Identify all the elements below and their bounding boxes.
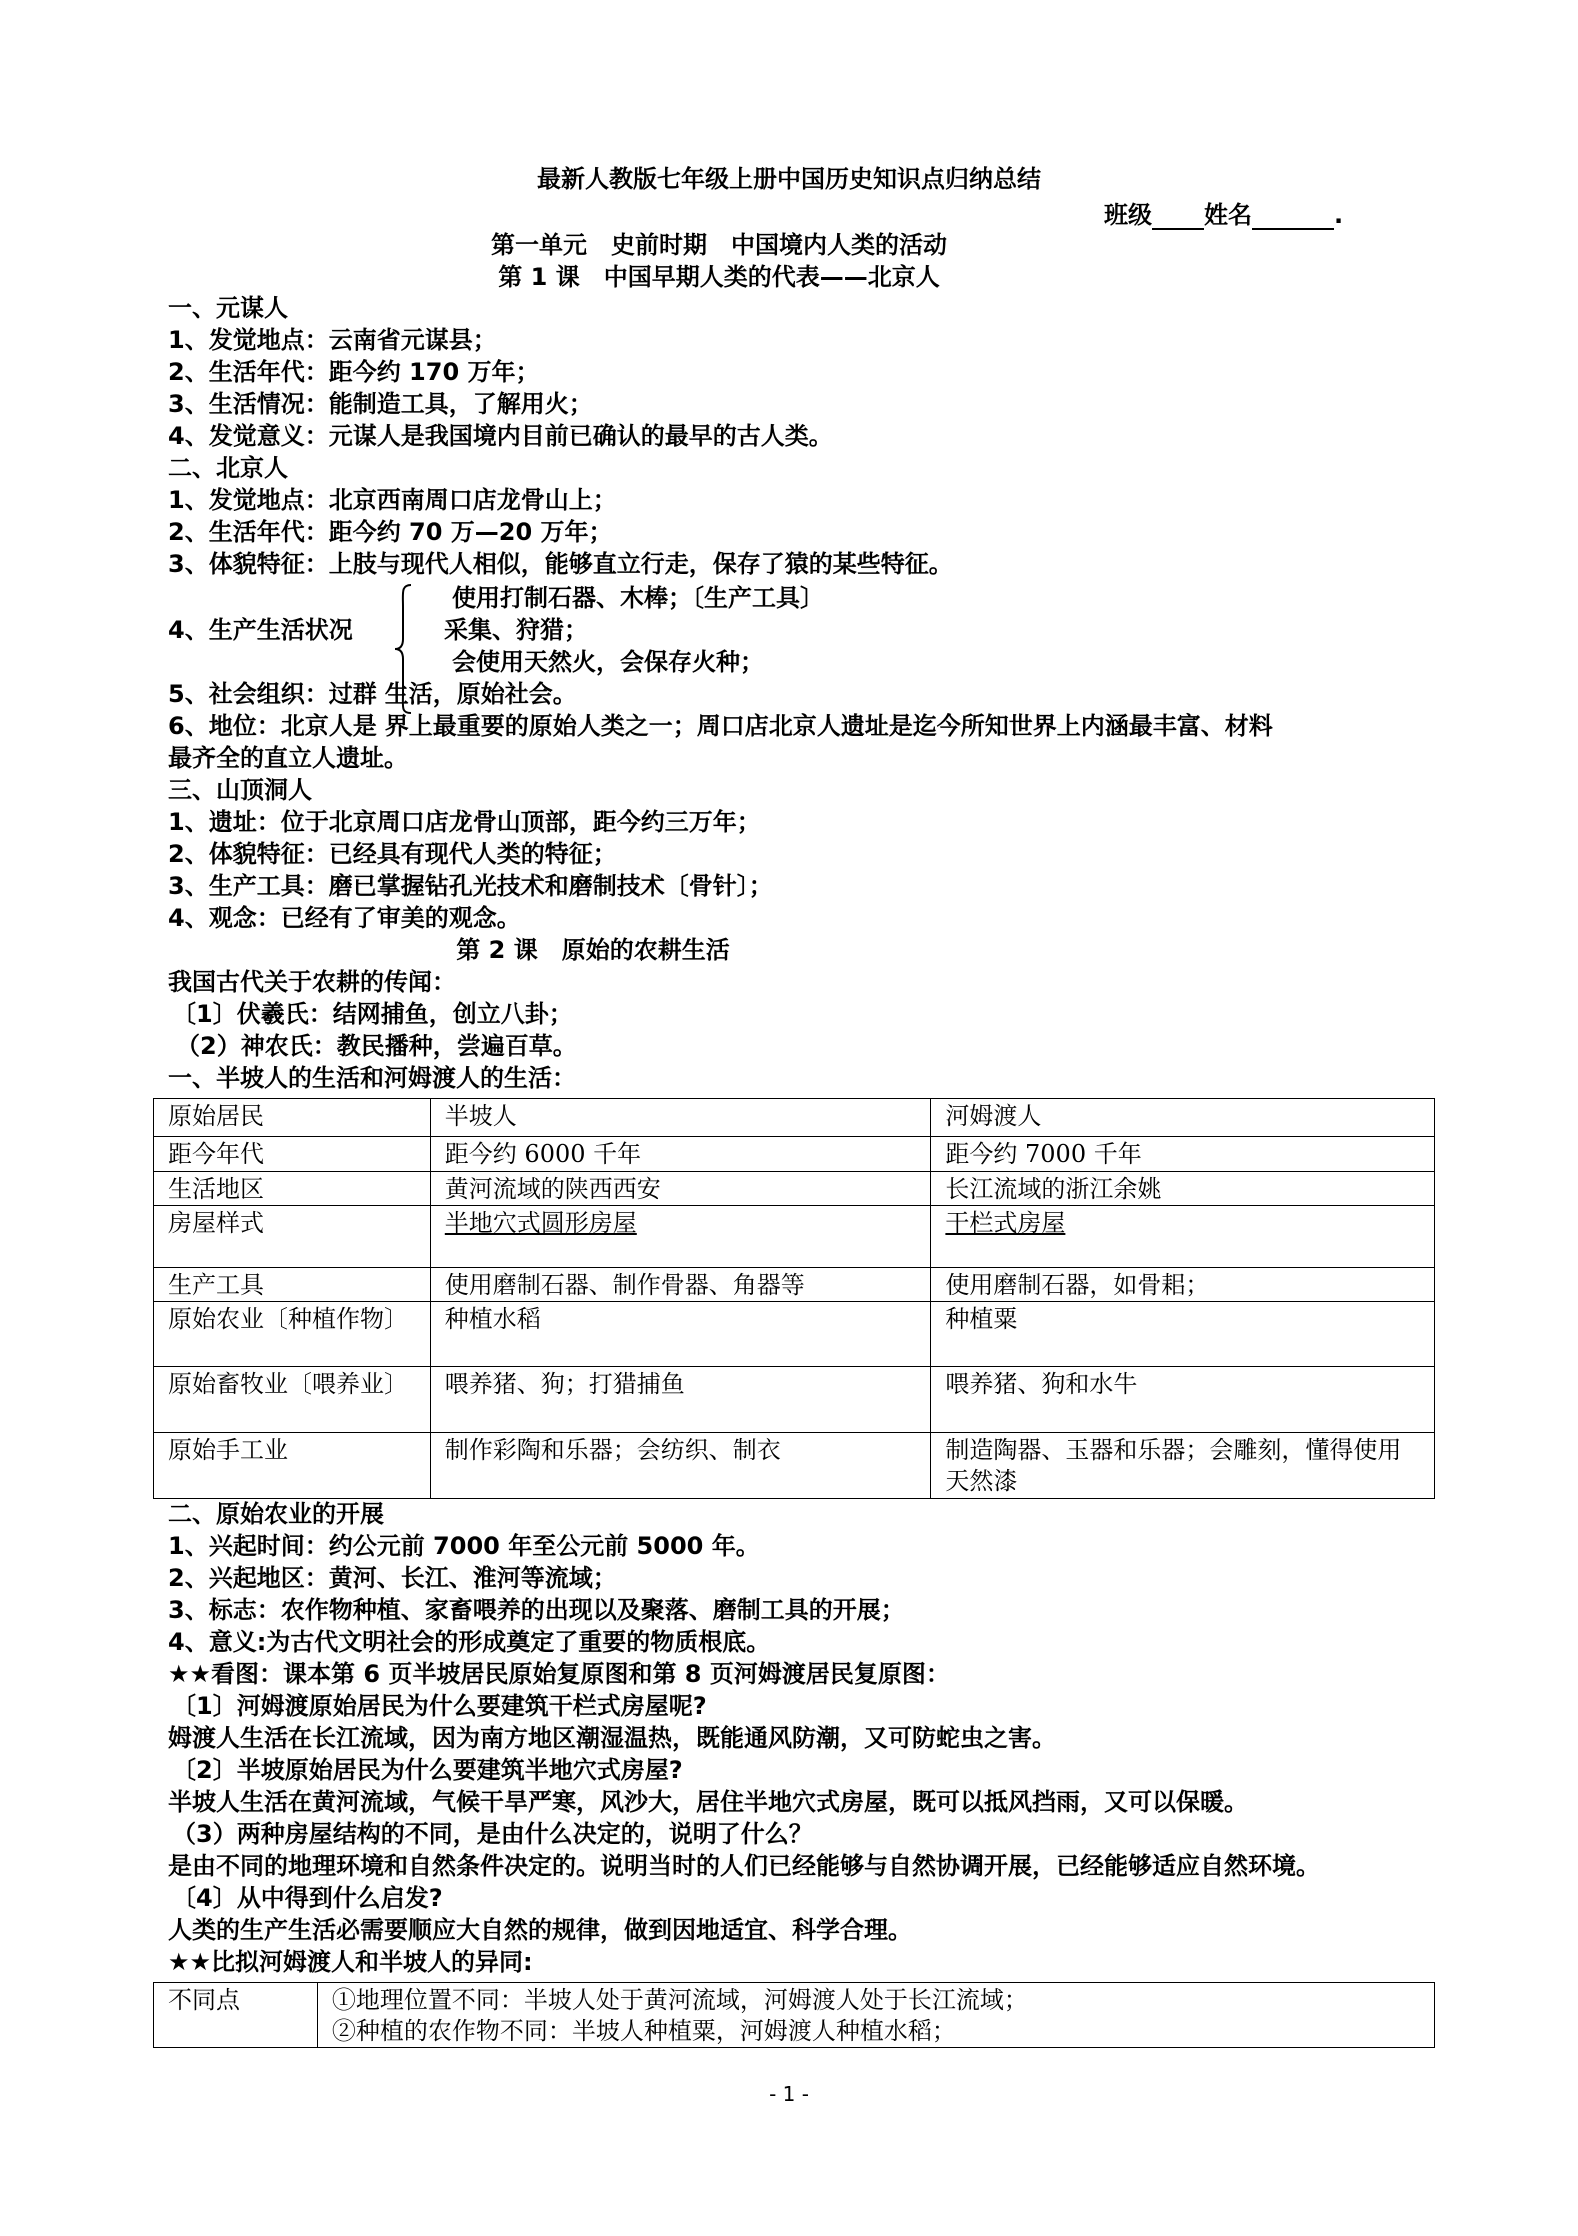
beijing-life-b: 采集、狩猎； <box>444 616 588 644</box>
table-cell: 生活地区 <box>154 1172 431 1206</box>
table-header-cell: 半坡人 <box>430 1099 931 1137</box>
beijing-life-a: 使用打制石器、木棒；〔生产工具〕 <box>452 584 824 612</box>
table-row <box>154 1268 1435 1302</box>
table-cell: 生产工具 <box>154 1268 431 1302</box>
table-cell: 喂养猪、狗和水牛 <box>931 1367 1435 1433</box>
table-cell: 原始畜牧业〔喂养业〕 <box>154 1367 431 1433</box>
table-row <box>154 1172 1435 1206</box>
table-header-cell: 河姆渡人 <box>931 1099 1435 1137</box>
legend-2: （2）神农氏：教民播种，尝遍百草。 <box>176 1032 577 1060</box>
table-row <box>154 1983 1435 2048</box>
table-cell: 长江流域的浙江余姚 <box>931 1172 1435 1206</box>
beijing-line-6-cont: 最齐全的直立人遗址。 <box>168 744 408 772</box>
difference-item: ①地理位置不同：半坡人处于黄河流域，河姆渡人处于长江流域； <box>331 1986 1028 2014</box>
beijing-line-6-tail: 界上最重要的原始人类之一；周口店北京人遗址是迄今所知世界上内涵最丰富、材料 <box>384 712 1273 740</box>
table-cell: 制作彩陶和乐器；会纺织、制衣 <box>430 1433 931 1499</box>
table-row <box>154 1206 1435 1268</box>
table-cell: 原始农业〔种植作物〕 <box>154 1302 431 1367</box>
beijing-line-6 <box>168 711 1273 741</box>
question-2: 〔2〕半坡原始居民为什么要建筑半地穴式房屋? <box>172 1756 683 1784</box>
yuanmou-line-1: 1、发觉地点：云南省元谋县； <box>168 326 497 354</box>
agri-heading: 二、原始农业的开展 <box>168 1500 384 1528</box>
beijing-line-6-head: 6、地位：北京人是 <box>168 712 377 740</box>
page-number: - 1 - <box>769 2082 809 2106</box>
table-row <box>154 1302 1435 1367</box>
table-cell: 黄河流域的陕西西安 <box>430 1172 931 1206</box>
legend-1: 〔1〕伏羲氏：结网捕鱼，创立八卦； <box>172 1000 573 1028</box>
question-4: 〔4〕从中得到什么启发? <box>172 1884 443 1912</box>
table-cell: 喂养猪、狗；打猎捕鱼 <box>430 1367 931 1433</box>
table-header-cell: 原始居民 <box>154 1099 431 1137</box>
beijing-life-label: 4、生产生活状况 <box>168 616 353 644</box>
beijing-line-1: 1、发觉地点：北京西南周口店龙骨山上； <box>168 486 617 514</box>
lesson1-title: 第 1 课 中国早期人类的代表——北京人 <box>498 263 940 291</box>
compare-heading: ★★比拟河姆渡人和半坡人的异同: <box>168 1948 533 1976</box>
legend-intro: 我国古代关于农耕的传闻： <box>168 968 456 996</box>
table-cell: 距今约 7000 千年 <box>931 1137 1435 1172</box>
agri-line-1: 1、兴起时间：约公元前 7000 年至公元前 5000 年。 <box>168 1532 760 1560</box>
shanding-line-1: 1、遗址：位于北京周口店龙骨山顶部，距今约三万年； <box>168 808 761 836</box>
table-cell: 干栏式房屋 <box>931 1206 1435 1268</box>
difference-table <box>153 1982 1435 2048</box>
answer-4: 人类的生产生活必需要顺应大自然的规律，做到因地适宜、科学合理。 <box>168 1916 912 1944</box>
beijing-line-5-tail: 生活，原始社会。 <box>384 680 577 708</box>
shanding-heading: 三、山顶洞人 <box>168 776 312 804</box>
table-cell: 距今约 6000 千年 <box>430 1137 931 1172</box>
table-cell: 半地穴式圆形房屋 <box>430 1206 931 1268</box>
table-cell: 使用磨制石器，如骨耜； <box>931 1268 1435 1302</box>
name-blank[interactable] <box>1252 204 1334 230</box>
name-label: 姓名 <box>1204 201 1252 229</box>
agri-line-3: 3、标志：农作物种植、家畜喂养的出现以及聚落、磨制工具的开展； <box>168 1596 905 1624</box>
agri-line-2: 2、兴起地区：黄河、长江、淮河等流域； <box>168 1564 617 1592</box>
yuanmou-heading: 一、元谋人 <box>168 294 288 322</box>
answer-2: 半坡人生活在黄河流域，气候干旱严寒，风沙大，居住半地穴式房屋，既可以抵风挡雨，又可以保暖。 <box>168 1788 1248 1816</box>
class-label: 班级 <box>1104 201 1152 229</box>
table-row <box>154 1367 1435 1433</box>
beijing-line-3: 3、体貌特征：上肢与现代人相似，能够直立行走，保存了猿的某些特征。 <box>168 550 953 578</box>
document-title: 最新人教版七年级上册中国历史知识点归纳总结 <box>537 165 1041 193</box>
table-row <box>154 1137 1435 1172</box>
table-cell <box>317 1983 1434 2048</box>
class-name-line <box>1104 200 1343 230</box>
yuanmou-line-4: 4、发觉意义：元谋人是我国境内目前已确认的最早的古人类。 <box>168 422 833 450</box>
table-cell: 不同点 <box>154 1983 318 2048</box>
difference-item: ②种植的农作物不同：半坡人种植粟，河姆渡人种植水稻； <box>331 2017 956 2045</box>
shanding-line-4: 4、观念：已经有了审美的观念。 <box>168 904 521 932</box>
class-blank[interactable] <box>1152 204 1204 230</box>
table-cell: 种植粟 <box>931 1302 1435 1367</box>
lesson2-title: 第 2 课 原始的农耕生活 <box>456 936 730 964</box>
question-3: （3）两种房屋结构的不同，是由什么决定的，说明了什么？ <box>172 1820 813 1848</box>
table-cell: 原始手工业 <box>154 1433 431 1499</box>
table-cell: 距今年代 <box>154 1137 431 1172</box>
unit-title: 第一单元 史前时期 中国境内人类的活动 <box>491 231 947 259</box>
yuanmou-line-2: 2、生活年代：距今约 170 万年； <box>168 358 540 386</box>
comparison-table <box>153 1098 1435 1499</box>
section-1-heading: 一、半坡人的生活和河姆渡人的生活： <box>168 1064 576 1092</box>
question-1: 〔1〕河姆渡原始居民为什么要建筑干栏式房屋呢? <box>172 1692 707 1720</box>
table-cell: 房屋样式 <box>154 1206 431 1268</box>
look-at-figure: ★★看图：课本第 6 页半坡居民原始复原图和第 8 页河姆渡居民复原图： <box>168 1660 950 1688</box>
beijing-line-5-head: 5、社会组织：过群 <box>168 680 377 708</box>
shanding-line-3: 3、生产工具：磨已掌握钻孔光技术和磨制技术〔骨针〕； <box>168 872 773 900</box>
answer-1: 姆渡人生活在长江流域，因为南方地区潮湿温热，既能通风防潮，又可防蛇虫之害。 <box>168 1724 1056 1752</box>
table-header-row <box>154 1099 1435 1137</box>
table-cell: 使用磨制石器、制作骨器、角器等 <box>430 1268 931 1302</box>
beijing-line-5 <box>168 679 577 709</box>
yuanmou-line-3: 3、生活情况：能制造工具，了解用火； <box>168 390 593 418</box>
answer-3: 是由不同的地理环境和自然条件决定的。说明当时的人们已经能够与自然协调开展，已经能够适应自然环境。 <box>168 1852 1320 1880</box>
table-cell: 制造陶器、玉器和乐器；会雕刻，懂得使用天然漆 <box>931 1433 1435 1499</box>
table-cell: 种植水稻 <box>430 1302 931 1367</box>
beijing-heading: 二、北京人 <box>168 454 288 482</box>
end-punct: . <box>1334 201 1344 229</box>
table-row <box>154 1433 1435 1499</box>
shanding-line-2: 2、体貌特征：已经具有现代人类的特征； <box>168 840 617 868</box>
beijing-line-2: 2、生活年代：距今约 70 万—20 万年； <box>168 518 613 546</box>
agri-line-4: 4、意义:为古代文明社会的形成奠定了重要的物质根底。 <box>168 1628 771 1656</box>
beijing-life-c: 会使用天然火，会保存火种； <box>452 648 764 676</box>
